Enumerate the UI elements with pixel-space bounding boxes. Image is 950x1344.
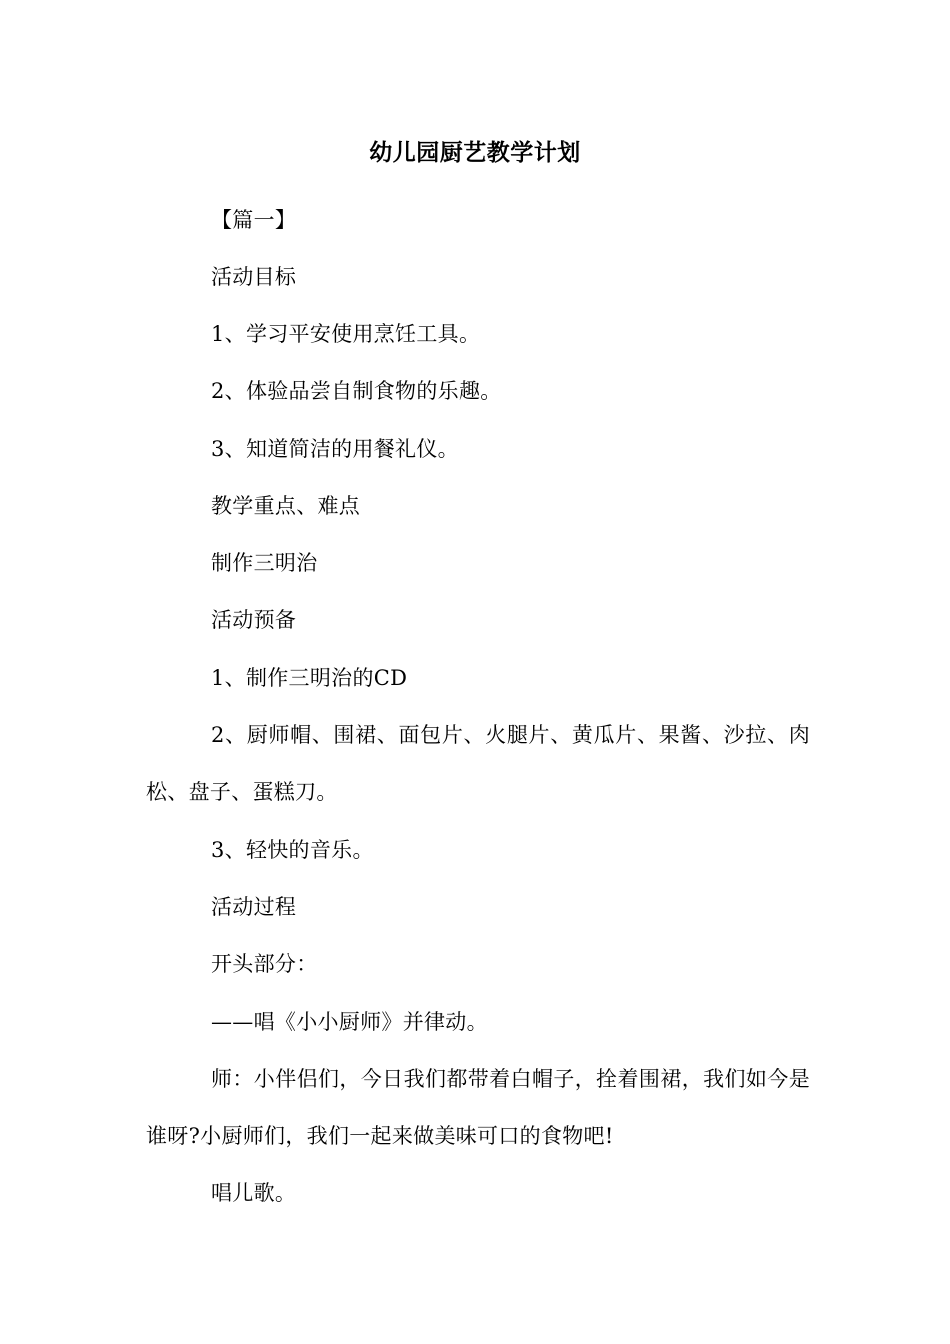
paragraph-goal-3: 3、知道简洁的用餐礼仪。 [211, 437, 459, 461]
paragraph-make-sandwich: 制作三明治 [211, 551, 318, 575]
paragraph-goal-2: 2、体验品尝自制食物的乐趣。 [211, 379, 502, 403]
paragraph-activity-process: 活动过程 [211, 895, 297, 919]
paragraph-goal-1: 1、学习平安使用烹饪工具。 [211, 322, 481, 346]
paragraph-nursery-rhyme: 唱儿歌。 [211, 1181, 297, 1205]
paragraph-opening: 开头部分： [211, 952, 318, 976]
paragraph-teacher-speech: 师：小伴侣们，今日我们都带着白帽子，拴着围裙，我们如今是谁呀?小厨师们，我们一起来做美味可口的食物吧! [146, 1067, 810, 1149]
paragraph-key-points: 教学重点、难点 [211, 494, 361, 518]
document-title: 幼儿园厨艺教学计划 [369, 139, 581, 166]
paragraph-preparation: 活动预备 [211, 608, 297, 632]
paragraph-prep-3: 3、轻快的音乐。 [211, 838, 374, 862]
paragraph-section-heading: 【篇一】 [211, 208, 297, 232]
paragraph-sing-song: ——唱《小小厨师》并律动。 [211, 1010, 488, 1034]
paragraph-prep-2: 2、厨师帽、围裙、面包片、火腿片、黄瓜片、果酱、沙拉、肉松、盘子、蛋糕刀。 [146, 723, 810, 805]
paragraph-activity-goals: 活动目标 [211, 265, 297, 289]
paragraph-prep-1: 1、制作三明治的CD [211, 666, 408, 690]
